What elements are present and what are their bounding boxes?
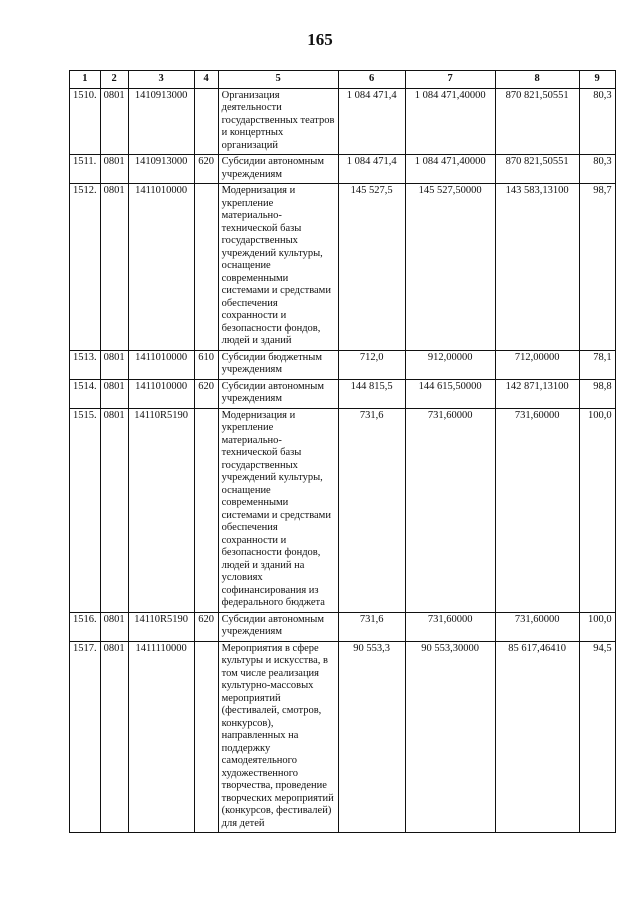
approved-amount: 1 084 471,4 (338, 88, 405, 155)
execution-percent: 100,0 (579, 612, 615, 641)
header-cell: 5 (218, 71, 338, 89)
row-number: 1514. (70, 379, 101, 408)
table-row (70, 350, 616, 379)
row-number: 1517. (70, 641, 101, 833)
expense-type-code: 620 (194, 379, 218, 408)
approved-amount: 731,6 (338, 612, 405, 641)
executed-amount: 731,60000 (495, 612, 579, 641)
executed-amount: 712,00000 (495, 350, 579, 379)
executed-amount: 870 821,50551 (495, 88, 579, 155)
item-name: Субсидии автономным учреждениям (218, 155, 338, 184)
execution-percent: 78,1 (579, 350, 615, 379)
section-code: 0801 (100, 379, 128, 408)
item-name: Субсидии автономным учреждениям (218, 612, 338, 641)
executed-amount: 870 821,50551 (495, 155, 579, 184)
article-code: 1410913000 (128, 155, 194, 184)
row-number: 1510. (70, 88, 101, 155)
row-number: 1513. (70, 350, 101, 379)
section-code: 0801 (100, 155, 128, 184)
section-code: 0801 (100, 184, 128, 351)
item-name: Организация деятельности государственных театров и концертных организаций (218, 88, 338, 155)
table-row (70, 155, 616, 184)
section-code: 0801 (100, 88, 128, 155)
execution-percent: 80,3 (579, 155, 615, 184)
approved-amount: 145 527,5 (338, 184, 405, 351)
revised-amount: 912,00000 (405, 350, 495, 379)
execution-percent: 98,7 (579, 184, 615, 351)
approved-amount: 1 084 471,4 (338, 155, 405, 184)
header-cell: 2 (100, 71, 128, 89)
article-code: 14110R5190 (128, 612, 194, 641)
executed-amount: 142 871,13100 (495, 379, 579, 408)
article-code: 1411010000 (128, 379, 194, 408)
article-code: 1411010000 (128, 184, 194, 351)
revised-amount: 145 527,50000 (405, 184, 495, 351)
article-code: 1411110000 (128, 641, 194, 833)
header-cell: 1 (70, 71, 101, 89)
execution-percent: 98,8 (579, 379, 615, 408)
expense-type-code: 620 (194, 155, 218, 184)
budget-table (69, 70, 616, 833)
item-name: Модернизация и укрепление материально-технической базы государственных учреждений культуры, оснащение современными системами и средствами обеспечения сохранности и безопасности фондов, людей и зданий на условиях софинансирования из федерального бюджета (218, 408, 338, 612)
revised-amount: 144 615,50000 (405, 379, 495, 408)
table-row (70, 379, 616, 408)
executed-amount: 143 583,13100 (495, 184, 579, 351)
expense-type-code: 610 (194, 350, 218, 379)
item-name: Субсидии бюджетным учреждениям (218, 350, 338, 379)
section-code: 0801 (100, 641, 128, 833)
execution-percent: 94,5 (579, 641, 615, 833)
executed-amount: 85 617,46410 (495, 641, 579, 833)
approved-amount: 712,0 (338, 350, 405, 379)
item-name: Субсидии автономным учреждениям (218, 379, 338, 408)
approved-amount: 731,6 (338, 408, 405, 612)
expense-type-code (194, 88, 218, 155)
row-number: 1511. (70, 155, 101, 184)
article-code: 1411010000 (128, 350, 194, 379)
article-code: 14110R5190 (128, 408, 194, 612)
revised-amount: 731,60000 (405, 612, 495, 641)
article-code: 1410913000 (128, 88, 194, 155)
execution-percent: 100,0 (579, 408, 615, 612)
executed-amount: 731,60000 (495, 408, 579, 612)
row-number: 1512. (70, 184, 101, 351)
item-name: Мероприятия в сфере культуры и искусства, в том числе реализация культурно-массовых мероприятий (фестивалей, смотров, конкурсов), направленных на поддержку самодеятельного художественного творчества, проведение творческих мероприятий (конкурсов, фестивалей) для детей (218, 641, 338, 833)
expense-type-code (194, 408, 218, 612)
revised-amount: 731,60000 (405, 408, 495, 612)
header-cell: 3 (128, 71, 194, 89)
header-cell: 7 (405, 71, 495, 89)
section-code: 0801 (100, 612, 128, 641)
item-name: Модернизация и укрепление материально-технической базы государственных учреждений культуры, оснащение современными системами и средствами обеспечения сохранности и безопасности фондов, людей и зданий (218, 184, 338, 351)
table-row (70, 88, 616, 155)
approved-amount: 90 553,3 (338, 641, 405, 833)
expense-type-code (194, 641, 218, 833)
table-row (70, 408, 616, 612)
row-number: 1515. (70, 408, 101, 612)
table-row (70, 612, 616, 641)
section-code: 0801 (100, 350, 128, 379)
table-row (70, 641, 616, 833)
expense-type-code: 620 (194, 612, 218, 641)
revised-amount: 1 084 471,40000 (405, 88, 495, 155)
execution-percent: 80,3 (579, 88, 615, 155)
revised-amount: 1 084 471,40000 (405, 155, 495, 184)
header-cell: 8 (495, 71, 579, 89)
table-header-row (70, 71, 616, 89)
expense-type-code (194, 184, 218, 351)
row-number: 1516. (70, 612, 101, 641)
header-cell: 6 (338, 71, 405, 89)
revised-amount: 90 553,30000 (405, 641, 495, 833)
table-row (70, 184, 616, 351)
header-cell: 9 (579, 71, 615, 89)
section-code: 0801 (100, 408, 128, 612)
header-cell: 4 (194, 71, 218, 89)
approved-amount: 144 815,5 (338, 379, 405, 408)
page-number: 165 (307, 30, 333, 49)
